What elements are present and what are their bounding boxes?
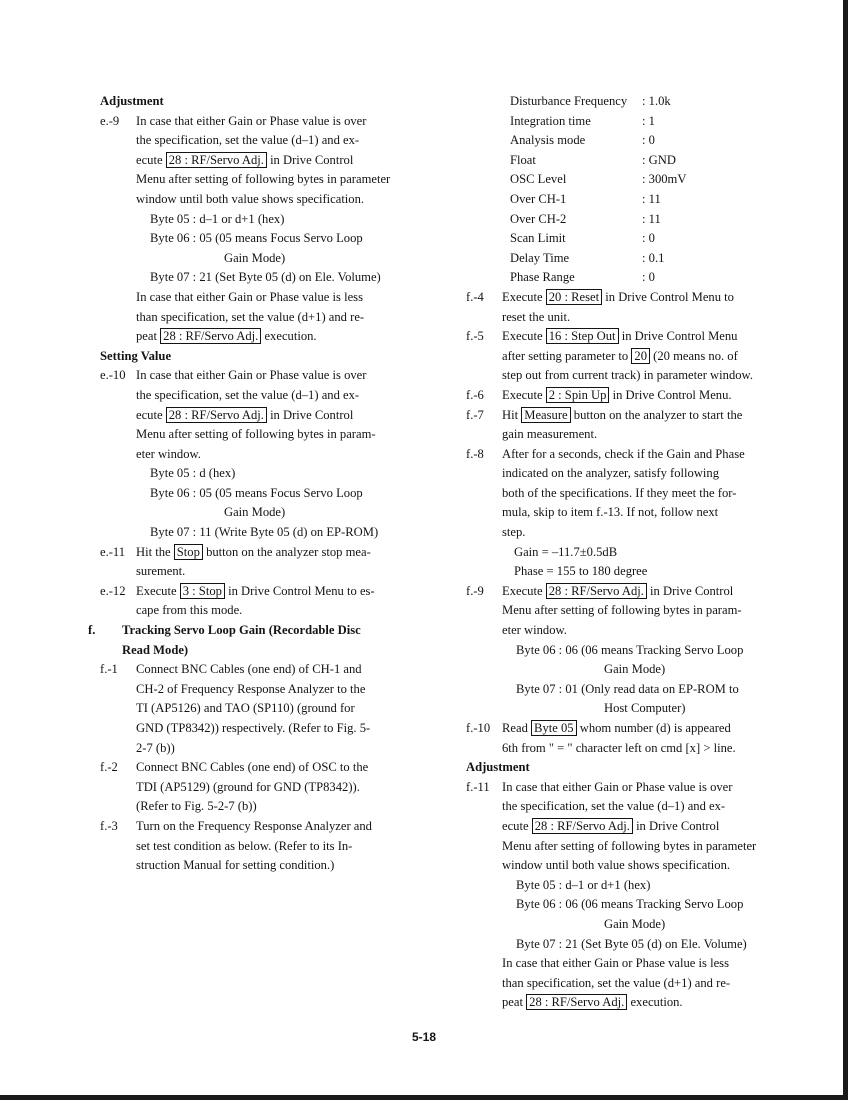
left-column: Adjustment e.-9 In case that either Gain or Phase value is over the specification, set the value (d–1) and ex- ecute 28 : RF/Servo Adj. in Drive Control Menu after setting of following bytes in parameter window until both value shows specification. Byte 05 : d–1 or d+1 (hex) Byte 06 : 05 (05 means Focus Servo Loop Gain Mode) Byte 07 : 21 (Set Byte 05 (d) on Ele. Volume) In case that either Gain or Phase value is less than specification, set the value (d+1) and re- peat 28 : RF/Servo Adj. execution. Setting Value e.-10 In case that either Gain or Phase value is over the specification, set the value (d–1) and ex- ecute 28 : RF/Servo Adj. in Drive Control Menu after setting of following bytes in param- eter window. Byte 05 : d (hex) Byte 06 : 05 (05 means Focus Servo Loop Gain Mode) Byte 07 : 11 (Write Byte 05 (d) on EP-ROM) e.-11 Hit the Stop button on the analyzer stop mea- surement. e.-12 Execute 3 : Stop in Drive Control Menu to es- cape from this mode. f. Tracking Servo Loop Gain (Recordable Disc Read Mode) f.-1 Connect BNC Cables (one end) of CH-1 and CH-2 of Frequency Response Analyzer to the TI (AP5126) and TAO (SP110) (ground for GND (TP8342)) respectively. (Refer to Fig. 5- 2-7 (b)) f.-2 Connect BNC Cables (one end) of OSC to the TDI (AP5129) (ground for GND (TP8342)). (Refer to Fig. 5-2-7 (b)) f.-3 Turn on the Frequency Response Analyzer and set test condition as below. (Refer to its In- struction Manual for setting condition.) — [100, 92, 420, 876]
byte-line-cont: Gain Mode) — [224, 505, 286, 520]
section-f-heading: f. Tracking Servo Loop Gain (Recordable Disc Read Mode) — [88, 623, 361, 657]
parameter-box: 20 — [631, 348, 650, 364]
byte-line: Byte 06 : 05 (05 means Focus Servo Loop — [150, 485, 363, 500]
command-box: 2 : Spin Up — [546, 387, 610, 403]
gain-spec: Gain = –11.7±0.5dB — [514, 544, 618, 559]
step-f3: f.-3 Turn on the Frequency Response Analyzer and set test condition as below. (Refer to its In- struction Manual for setting condition.) — [100, 818, 372, 873]
byte-line: Byte 07 : 21 (Set Byte 05 (d) on Ele. Volume) — [150, 270, 381, 285]
step-number: f.-11 — [466, 779, 490, 794]
scan-edge-right — [843, 0, 848, 1100]
command-box: Stop — [174, 544, 203, 560]
step-number: f.-7 — [466, 407, 484, 422]
setting-row: Analysis mode : 0 — [510, 133, 655, 148]
step-f6: f.-6 Execute 2 : Spin Up in Drive Control Menu. — [466, 386, 784, 406]
step-number: f.-9 — [466, 583, 484, 598]
setting-row: Delay Time : 0.1 — [510, 250, 665, 265]
step-number: f.-5 — [466, 329, 484, 344]
scan-edge-bottom — [0, 1095, 848, 1100]
step-number: f.-8 — [466, 446, 484, 461]
byte-line: Byte 05 : d (hex) — [150, 466, 236, 481]
step-number: f.-2 — [100, 760, 118, 775]
step-e9: e.-9 In case that either Gain or Phase value is over the specification, set the value (d–1) and ex- ecute 28 : RF/Servo Adj. in Drive Control Menu after setting of following bytes in parameter window until both value shows specification. — [100, 113, 391, 206]
byte-line: Byte 07 : 21 (Set Byte 05 (d) on Ele. Volume) — [516, 936, 747, 951]
step-f8: f.-8 After for a seconds, check if the Gain and Phase indicated on the analyzer, satisfy following both of the specifications. If they meet the for- mula, skip to item f.-13. If not, follow next step. — [466, 446, 745, 540]
step-number: f.-3 — [100, 818, 118, 833]
step-e12: e.-12 Execute 3 : Stop in Drive Control Menu to es- cape from this mode. — [100, 583, 375, 618]
setting-row: Over CH-2 : 11 — [510, 211, 661, 226]
step-e11: e.-11 Hit the Stop button on the analyzer stop mea- surement. — [100, 544, 371, 579]
byte-line: Byte 05 : d–1 or d+1 (hex) — [516, 877, 651, 892]
step-number: e.-11 — [100, 544, 126, 559]
step-f9: f.-9 Execute 28 : RF/Servo Adj. in Drive Control Menu after setting of following bytes in param- eter window. — [466, 583, 742, 638]
step-f5: f.-5 Execute 16 : Step Out in Drive Control Menu after setting parameter to 20 (20 means no. of step out from current track) in parameter window. — [466, 329, 753, 383]
page-number: 5-18 — [411, 1030, 437, 1044]
byte-line-cont: Host Computer) — [604, 701, 686, 716]
byte-line: Byte 06 : 06 (06 means Tracking Servo Loop — [516, 642, 744, 657]
setting-row: Disturbance Frequency : 1.0k — [510, 94, 671, 108]
setting-row: Float : GND — [510, 152, 676, 167]
step-f1: f.-1 Connect BNC Cables (one end) of CH-1 and CH-2 of Frequency Response Analyzer to the TI (AP5126) and TAO (SP110) (ground for GND (TP8342)) respectively. (Refer to Fig. 5- 2-7 (b)) — [100, 662, 371, 755]
command-box: 28 : RF/Servo Adj. — [532, 818, 633, 834]
step-f2: f.-2 Connect BNC Cables (one end) of OSC to the TDI (AP5129) (ground for GND (TP8342)). (Refer to Fig. 5-2-7 (b)) — [100, 760, 369, 814]
command-box: Byte 05 — [531, 720, 577, 736]
right-column: Disturbance Frequency : 1.0k Integration time : 1 Analysis mode : 0 Float : GND OSC Level : 300mV Over CH-1 : 11 Over CH-2 : 11 Scan Limit : 0 Delay Time : 0.1 Phase Range : 0 f.-4 Execute 20 : Reset in Drive Control Menu to reset the unit. f.-5 Execute 16 : Step Out in Drive Control Menu after setting parameter to 20 (20 means no. of step out from current track) in parameter window. f.-6 Execute 2 : Spin Up in Drive Control Menu. f.-7 Hit Measure button on the analyzer to start the gain measurement. f.-8 After for a seconds, check if the Gain and Phase indicated on the analyzer, satisfy following both of the specifications. If they meet the for- mula, skip to item f.-13. If not, follow next step. Gain = –11.7±0.5dB Phase = 155 to 180 degree f.-9 Execute 28 : RF/Servo Adj. in Drive Control Menu after setting of following bytes in param- eter window. Byte 06 : 06 (06 means Tracking Servo Loop Gain Mode) Byte 07 : 01 (Only read data on EP-ROM to Host Computer) f.-10 Read Byte 05 whom number (d) is appeared 6th from " = " character left on cmd [x] > line. Adjustment f.-11 In case that either Gain or Phase value is over the specification, set the value (d–1) and ex- ecute 28 : RF/Servo Adj. in Drive Control Menu after setting of following bytes in parameter window until both value shows specification. Byte 05 : d–1 or d+1 (hex) Byte 06 : 06 (06 means Tracking Servo Loop Gain Mode) Byte 07 : 21 (Set Byte 05 (d) on Ele. Volume) In case that either Gain or Phase value is less than specification, set the value (d+1) and re- peat 28 : RF/Servo Adj. execution. — [466, 92, 784, 1013]
section-number: f. — [88, 623, 96, 638]
command-box: 28 : RF/Servo Adj. — [160, 328, 261, 344]
command-box: 28 : RF/Servo Adj. — [526, 994, 627, 1010]
phase-spec: Phase = 155 to 180 degree — [514, 564, 648, 579]
byte-line: Byte 06 : 06 (06 means Tracking Servo Loop — [516, 897, 744, 912]
step-f7: f.-7 Hit Measure button on the analyzer to start the gain measurement. — [466, 407, 743, 442]
step-e10: e.-10 In case that either Gain or Phase value is over the specification, set the value (d–1) and ex- ecute 28 : RF/Servo Adj. in Drive Control Menu after setting of following bytes in param- eter window. — [100, 368, 376, 461]
step-number: f.-4 — [466, 289, 484, 304]
byte-line: Byte 07 : 11 (Write Byte 05 (d) on EP-ROM) — [150, 525, 379, 540]
setting-row: Integration time : 1 — [510, 113, 655, 128]
step-number: f.-10 — [466, 721, 491, 735]
command-box: 3 : Stop — [180, 583, 225, 599]
setting-row: Phase Range : 0 — [510, 270, 655, 285]
setting-row: OSC Level : 300mV — [510, 172, 687, 187]
step-number: f.-6 — [466, 387, 484, 402]
byte-line: Byte 05 : d–1 or d+1 (hex) — [150, 211, 285, 226]
setting-row: Scan Limit : 0 — [510, 231, 655, 246]
command-box: 28 : RF/Servo Adj. — [166, 407, 267, 423]
step-f10: f.-10 Read Byte 05 whom number (d) is appeared 6th from " = " character left on cmd [x] > line. — [466, 721, 736, 755]
analyzer-settings-table — [466, 92, 784, 288]
byte-line: Byte 06 : 05 (05 means Focus Servo Loop — [150, 231, 363, 246]
step-f4: f.-4 Execute 20 : Reset in Drive Control Menu to reset the unit. — [466, 289, 734, 324]
step-number: e.-12 — [100, 583, 126, 598]
byte-line-cont: Gain Mode) — [224, 250, 286, 265]
byte-line-cont: Gain Mode) — [604, 662, 666, 677]
setting-value-heading: Setting Value — [100, 348, 172, 363]
step-f11: f.-11 In case that either Gain or Phase value is over the specification, set the value (d–1) and ex- ecute 28 : RF/Servo Adj. in Drive Control Menu after setting of following bytes in parameter window until both value shows specification. — [466, 779, 757, 873]
command-box: 16 : Step Out — [546, 328, 619, 344]
command-box: 20 : Reset — [546, 289, 602, 305]
step-number: f.-1 — [100, 662, 118, 677]
step-number: e.-10 — [100, 368, 126, 383]
adjustment-heading: Adjustment — [466, 760, 530, 775]
command-box: 28 : RF/Servo Adj. — [166, 152, 267, 168]
byte-line: Byte 07 : 01 (Only read data on EP-ROM to — [516, 681, 739, 696]
adjustment-heading: Adjustment — [100, 94, 164, 108]
step-number: e.-9 — [100, 113, 120, 128]
command-box: Measure — [521, 407, 570, 423]
setting-row: Over CH-1 : 11 — [510, 191, 661, 206]
byte-line-cont: Gain Mode) — [604, 916, 666, 931]
command-box: 28 : RF/Servo Adj. — [546, 583, 647, 599]
